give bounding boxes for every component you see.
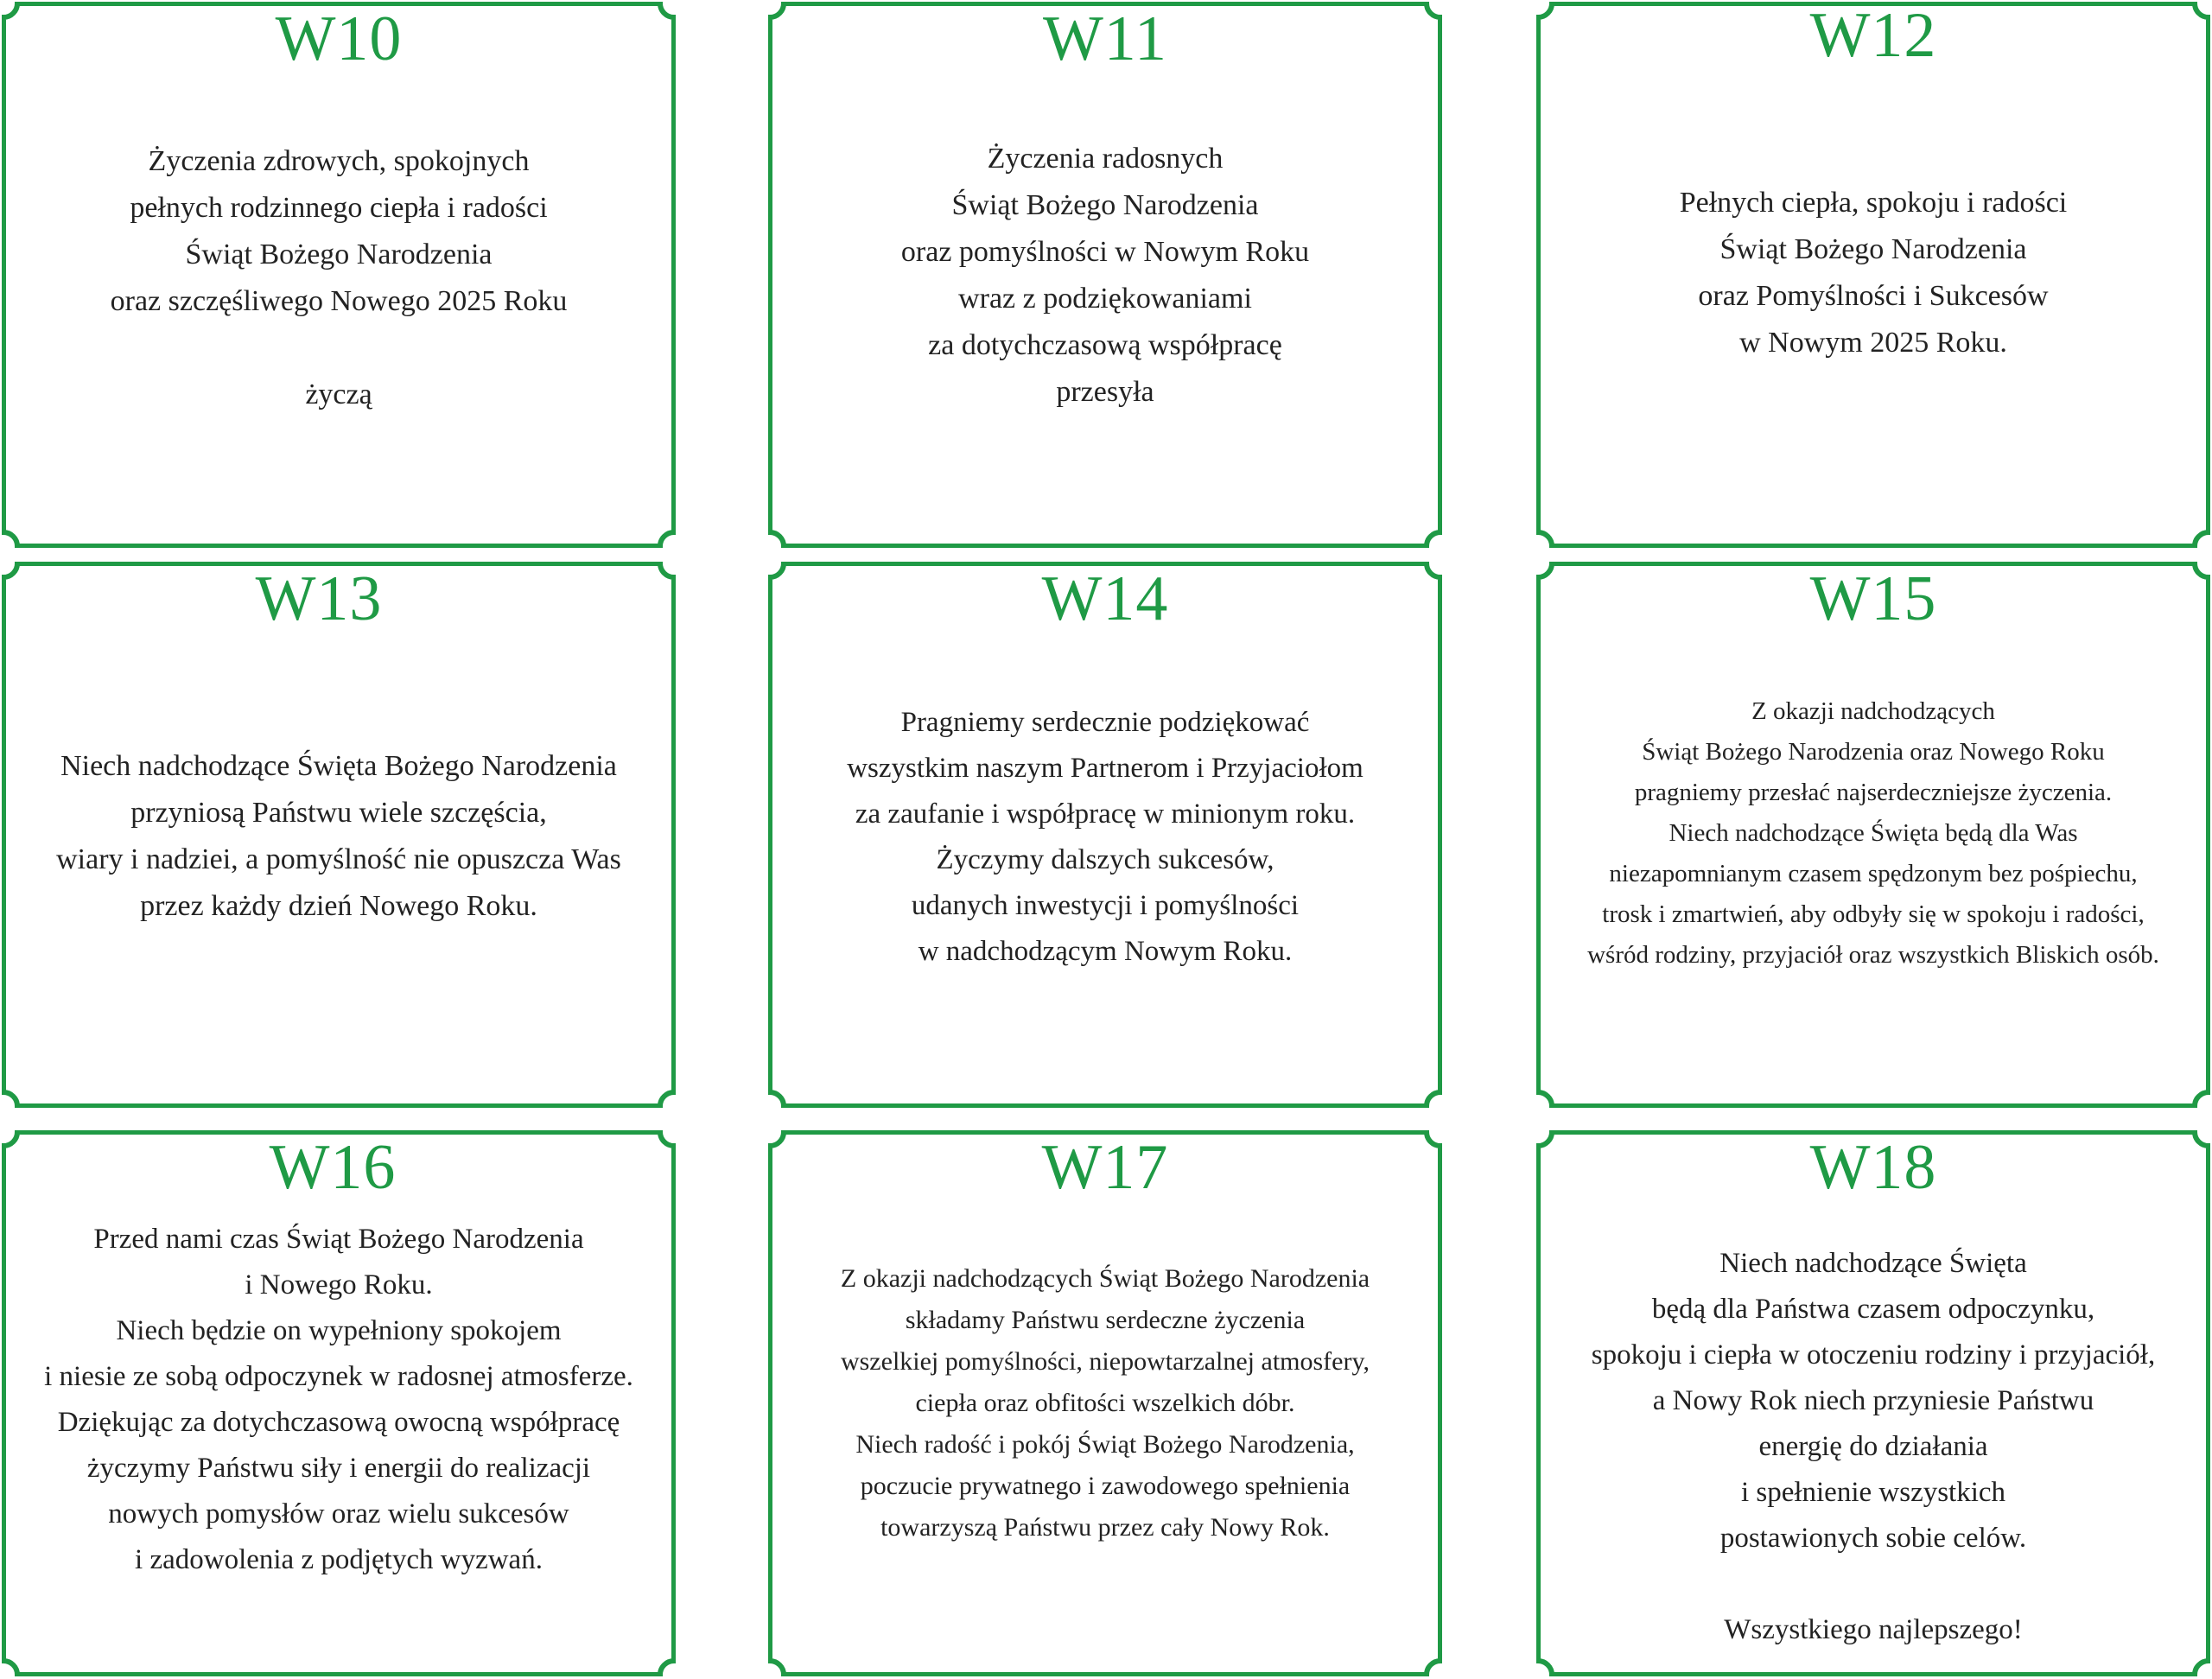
- card-title: W16: [269, 1132, 397, 1203]
- card-w10: [2, 2, 676, 548]
- card-text: Niech nadchodzące Święta będą dla Państwa czasem odpoczynku, spokoju i ciepła w otoczeniu rodziny i przyjaciół, a Nowy Rok niech przyniesie Państwu energię do działania i spełnienie wszystkich postawionych sobie celów. Wszystkiego najlepszego!: [1591, 1248, 2156, 1645]
- card-title: W14: [1041, 563, 1169, 634]
- card-w11: [768, 2, 1442, 548]
- card-text: Pełnych ciepła, spokoju i radości Świąt Bożego Narodzenia oraz Pomyślności i Sukcesów w Nowym 2025 Roku.: [1679, 187, 2068, 359]
- card-title: W17: [1041, 1132, 1169, 1203]
- card-w14: [768, 562, 1442, 1108]
- card-w16: [2, 1130, 676, 1676]
- card-w18: [1536, 1130, 2210, 1676]
- card-text: Niech nadchodzące Święta Bożego Narodzenia przyniosą Państwu wiele szczęścia, wiary i nadziei, a pomyślność nie opuszcza Was przez każdy dzień Nowego Roku.: [56, 750, 621, 922]
- card-w12: [1536, 2, 2210, 548]
- card-text: Z okazji nadchodzących Świąt Bożego Narodzenia oraz Nowego Roku pragniemy przesłać najserdeczniejsze życzenia. Niech nadchodzące Święta będą dla Was niezapomnianym czasem spędzonym bez pośpiechu, trosk i zmartwień, aby odbyły się w spokoju i radości, wśród rodziny, przyjaciół oraz wszystkich Bliskich osób.: [1587, 697, 2159, 969]
- card-text: Życzenia radosnych Świąt Bożego Narodzenia oraz pomyślności w Nowym Roku wraz z podziękowaniami za dotychczasową współpracę przesyła: [900, 143, 1310, 408]
- card-text: Pragniemy serdecznie podziękować wszystkim naszym Partnerom i Przyjaciołom za zaufanie i współpracę w minionym roku. Życzymy dalszych sukcesów, udanych inwestycji i pomyślności w nadchodzącym Nowym Roku.: [847, 707, 1363, 967]
- card-title: W12: [1809, 0, 1937, 71]
- card-title: W15: [1809, 563, 1937, 634]
- card-title: W10: [275, 3, 403, 74]
- card-title: W18: [1809, 1132, 1937, 1203]
- card-w15: [1536, 562, 2210, 1108]
- card-text: Przed nami czas Świąt Bożego Narodzenia i Nowego Roku. Niech będzie on wypełniony spokojem i niesie ze sobą odpoczynek w radosnej atmosferze. Dziękując za dotychczasową owocną współpracę życzymy Państwu siły i energii do realizacji nowych pomysłów oraz wielu sukcesów i zadowolenia z podjętych wyzwań.: [44, 1224, 633, 1575]
- card-text: Życzenia zdrowych, spokojnych pełnych rodzinnego ciepła i radości Świąt Bożego Narodzenia oraz szczęśliwego Nowego 2025 Roku życzą: [110, 145, 568, 410]
- card-text: Z okazji nadchodzących Świąt Bożego Narodzenia składamy Państwu serdeczne życzenia wszelkiej pomyślności, niepowtarzalnej atmosfery, ciepła oraz obfitości wszelkich dóbr. Niech radość i pokój Świąt Bożego Narodzenia, poczucie prywatnego i zawodowego spełnienia towarzyszą Państwu przez cały Nowy Rok.: [840, 1264, 1370, 1542]
- card-title: W13: [255, 563, 383, 634]
- card-title: W11: [1042, 3, 1168, 74]
- card-w17: [768, 1130, 1442, 1676]
- card-w13: [2, 562, 676, 1108]
